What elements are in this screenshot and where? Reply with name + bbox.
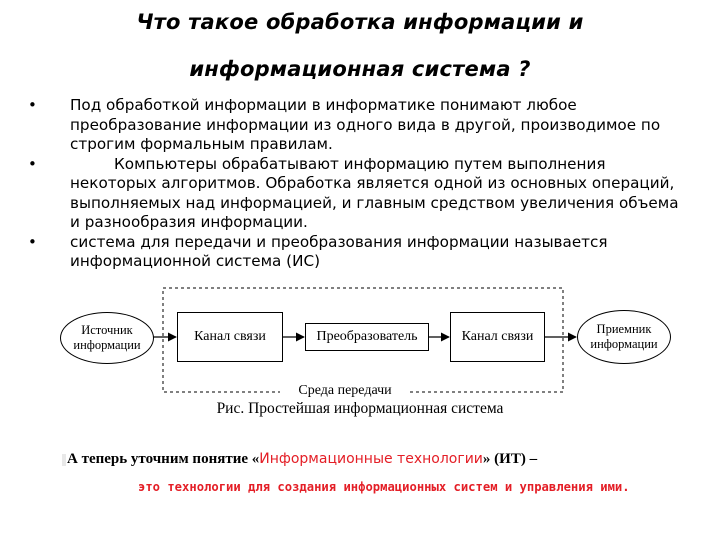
- bullet-dot: •: [28, 232, 37, 251]
- bullet-text: (ИС): [281, 252, 321, 270]
- slide-title-line2: информационная система ?: [189, 57, 531, 81]
- converter-node: Преобразователь: [305, 323, 429, 351]
- it-intro-prefix: А теперь уточним понятие «: [67, 451, 260, 467]
- it-term: Информационные технологии: [259, 451, 483, 467]
- slide-title-line1: Что такое обработка информации и: [136, 10, 584, 34]
- bullet-dot: •: [28, 154, 37, 173]
- figure-caption: Рис. Простейшая информационная система: [216, 400, 504, 417]
- receiver-node: Приемник информации: [577, 310, 671, 364]
- medium-label: Среда передачи: [280, 383, 410, 399]
- bullet-text: в информатике понимают любое преобразование информации из одного вида в другой, производимое по строгим формальным правилам.: [70, 96, 661, 153]
- bullet-text: Под: [70, 96, 107, 114]
- bullet-text: Компьютеры обрабатывают информацию путем выполнения некоторых алгоритмов. Обработка является одной из основных операций, выполняемых над информацией, и главным средством увеличения объема и разнообразия информации.: [70, 154, 679, 231]
- bullet-term: информационной система: [70, 252, 282, 270]
- source-node: Источник информации: [60, 312, 154, 364]
- it-intro-line: [62, 451, 537, 468]
- channel-node-1: Канал связи: [177, 312, 283, 362]
- it-definition: это технологии для создания информационных систем и управления ими.: [138, 480, 630, 494]
- it-intro-suffix: » (ИТ) –: [482, 451, 538, 467]
- bullet-dot: •: [28, 96, 37, 114]
- channel-node-2: Канал связи: [450, 312, 545, 362]
- bullet-term: обработкой информации: [106, 96, 307, 114]
- bullet-text: система для передачи и преобразования информации называется: [70, 232, 608, 251]
- marker-box: [62, 454, 66, 466]
